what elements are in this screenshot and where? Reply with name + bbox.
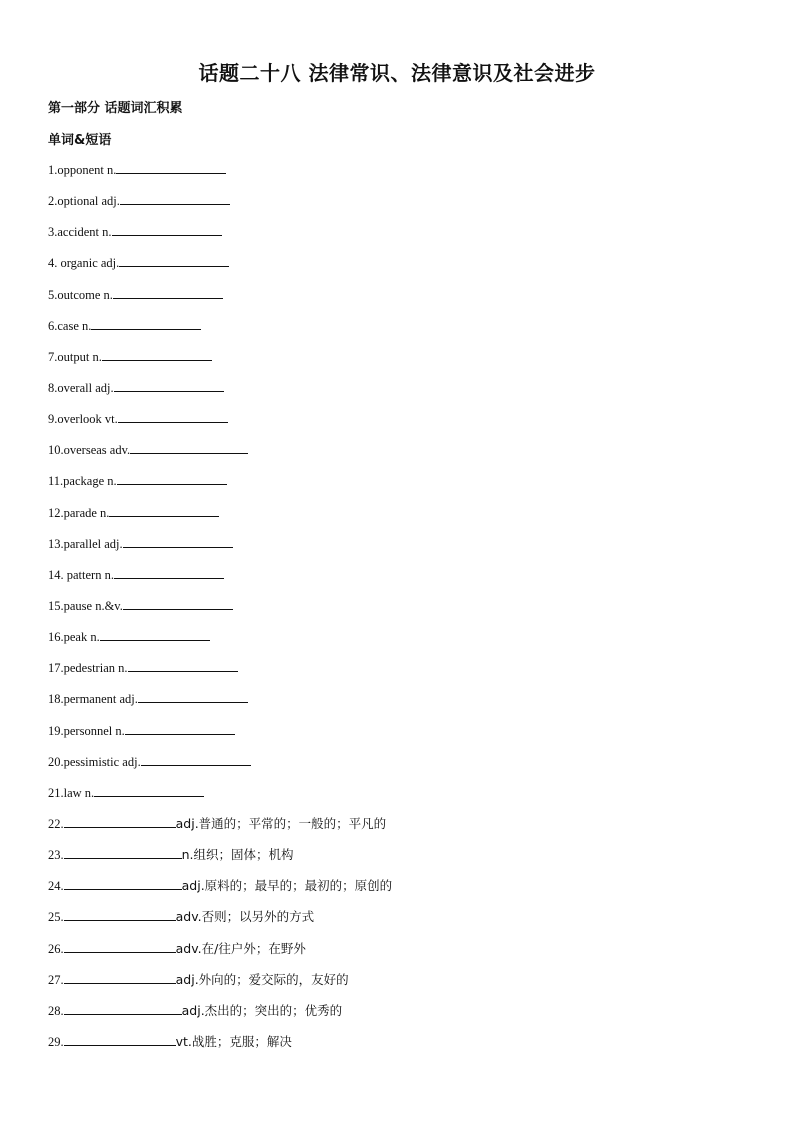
answer-blank[interactable]: [64, 844, 182, 859]
answer-blank[interactable]: [102, 346, 212, 361]
item-number: 12.: [48, 505, 64, 520]
list-item: [48, 813, 748, 844]
list-item: [48, 595, 748, 626]
list-item: [48, 159, 748, 190]
item-meaning: n.组织；固体；机构: [181, 847, 294, 863]
item-number: 9.: [48, 412, 58, 427]
answer-blank[interactable]: [116, 159, 226, 174]
list-item: [48, 657, 748, 688]
list-item: [48, 1031, 748, 1062]
item-meaning: adj.杰出的；突出的；优秀的: [181, 1002, 343, 1018]
list-item: [48, 439, 748, 470]
answer-blank[interactable]: [112, 221, 222, 236]
list-item: [48, 315, 748, 346]
answer-blank[interactable]: [64, 969, 176, 984]
answer-blank[interactable]: [109, 502, 219, 517]
item-word: personnel n.: [63, 723, 125, 738]
item-number: 23.: [48, 848, 64, 863]
answer-blank[interactable]: [64, 813, 176, 828]
item-number: 11.: [48, 474, 64, 489]
item-number: 14.: [48, 567, 64, 582]
answer-blank[interactable]: [123, 533, 233, 548]
item-number: 16.: [48, 630, 64, 645]
item-meaning: adv.在/往户外；在野外: [175, 940, 306, 956]
item-word: package n.: [63, 474, 117, 489]
list-item: [48, 346, 748, 377]
item-word: case n.: [57, 318, 92, 333]
list-item: [48, 502, 748, 533]
list-item: [48, 875, 748, 906]
list-item: [48, 938, 748, 969]
item-meaning: adj.普通的；平常的；一般的；平凡的: [175, 815, 387, 831]
item-word: pause n.&v.: [63, 598, 123, 613]
answer-blank[interactable]: [117, 470, 227, 485]
item-number: 28.: [48, 1003, 64, 1018]
list-item: [48, 221, 748, 252]
answer-blank[interactable]: [125, 720, 235, 735]
list-item: [48, 408, 748, 439]
answer-blank[interactable]: [128, 657, 238, 672]
answer-blank[interactable]: [141, 751, 251, 766]
answer-blank[interactable]: [123, 595, 233, 610]
answer-blank[interactable]: [119, 252, 229, 267]
item-number: 6.: [48, 318, 58, 333]
item-number: 19.: [48, 723, 64, 738]
list-item: [48, 969, 748, 1000]
item-word: overseas adv.: [63, 443, 131, 458]
page-title: 话题二十八 法律常识、法律意识及社会进步: [198, 61, 596, 85]
item-number: 13.: [48, 536, 64, 551]
item-word: peak n.: [63, 630, 100, 645]
item-meaning: adj.原料的；最早的；最初的；原创的: [181, 878, 393, 894]
answer-blank[interactable]: [64, 875, 182, 890]
answer-blank[interactable]: [64, 938, 176, 953]
item-meaning: adv.否则；以另外的方式: [175, 909, 315, 925]
item-number: 22.: [48, 816, 64, 831]
item-number: 10.: [48, 443, 64, 458]
item-word: accident n.: [57, 225, 112, 240]
list-item: [48, 533, 748, 564]
item-meaning: adj.外向的；爱交际的，友好的: [175, 971, 349, 987]
answer-blank[interactable]: [130, 439, 248, 454]
list-item: [48, 564, 748, 595]
answer-blank[interactable]: [118, 408, 228, 423]
answer-blank[interactable]: [138, 688, 248, 703]
answer-blank[interactable]: [91, 315, 201, 330]
answer-blank[interactable]: [64, 906, 176, 921]
answer-blank[interactable]: [114, 564, 224, 579]
item-number: 2.: [48, 194, 58, 209]
item-word: optional adj.: [57, 194, 120, 209]
item-number: 29.: [48, 1034, 64, 1049]
list-item: [48, 751, 748, 782]
answer-blank[interactable]: [94, 782, 204, 797]
answer-blank[interactable]: [64, 1031, 176, 1046]
item-word: parallel adj.: [63, 536, 123, 551]
answer-blank[interactable]: [120, 190, 230, 205]
item-meaning: vt.战胜；克服；解决: [175, 1033, 292, 1049]
list-item: [48, 782, 748, 813]
list-item: [48, 470, 748, 501]
list-item: [48, 377, 748, 408]
list-item: [48, 284, 748, 315]
item-number: 5.: [48, 287, 58, 302]
item-number: 17.: [48, 661, 64, 676]
list-item: [48, 252, 748, 283]
list-item: [48, 844, 748, 875]
item-word: pessimistic adj.: [63, 754, 141, 769]
item-word: pattern n.: [63, 567, 114, 582]
subsection-heading: 单词&短语: [48, 133, 112, 148]
answer-blank[interactable]: [113, 284, 223, 299]
item-number: 8.: [48, 380, 58, 395]
section-heading: 第一部分 话题词汇积累: [48, 101, 183, 116]
item-word: outcome n.: [57, 287, 113, 302]
list-item: [48, 190, 748, 221]
list-item: [48, 626, 748, 657]
item-word: organic adj.: [57, 256, 120, 271]
item-word: overlook vt.: [57, 412, 118, 427]
item-number: 7.: [48, 349, 58, 364]
item-word: parade n.: [63, 505, 110, 520]
item-number: 3.: [48, 225, 58, 240]
vocabulary-list: [48, 159, 748, 1062]
item-number: 1.: [48, 163, 58, 177]
list-item: [48, 1000, 748, 1031]
answer-blank[interactable]: [100, 626, 210, 641]
item-number: 21.: [48, 785, 64, 800]
item-word: pedestrian n.: [63, 661, 128, 676]
item-word: law n.: [63, 785, 95, 800]
item-number: 18.: [48, 692, 64, 707]
item-word: output n.: [57, 349, 102, 364]
item-number: 20.: [48, 754, 64, 769]
item-number: 25.: [48, 910, 64, 925]
item-number: 15.: [48, 598, 64, 613]
item-number: 24.: [48, 879, 64, 894]
item-word: permanent adj.: [63, 692, 138, 707]
answer-blank[interactable]: [64, 1000, 182, 1015]
list-item: [48, 720, 748, 751]
list-item: [48, 688, 748, 719]
item-number: 27.: [48, 972, 64, 987]
item-word: opponent n.: [57, 163, 117, 177]
answer-blank[interactable]: [114, 377, 224, 392]
item-number: 26.: [48, 941, 64, 956]
item-number: 4.: [48, 256, 58, 271]
item-word: overall adj.: [57, 380, 114, 395]
list-item: [48, 906, 748, 937]
